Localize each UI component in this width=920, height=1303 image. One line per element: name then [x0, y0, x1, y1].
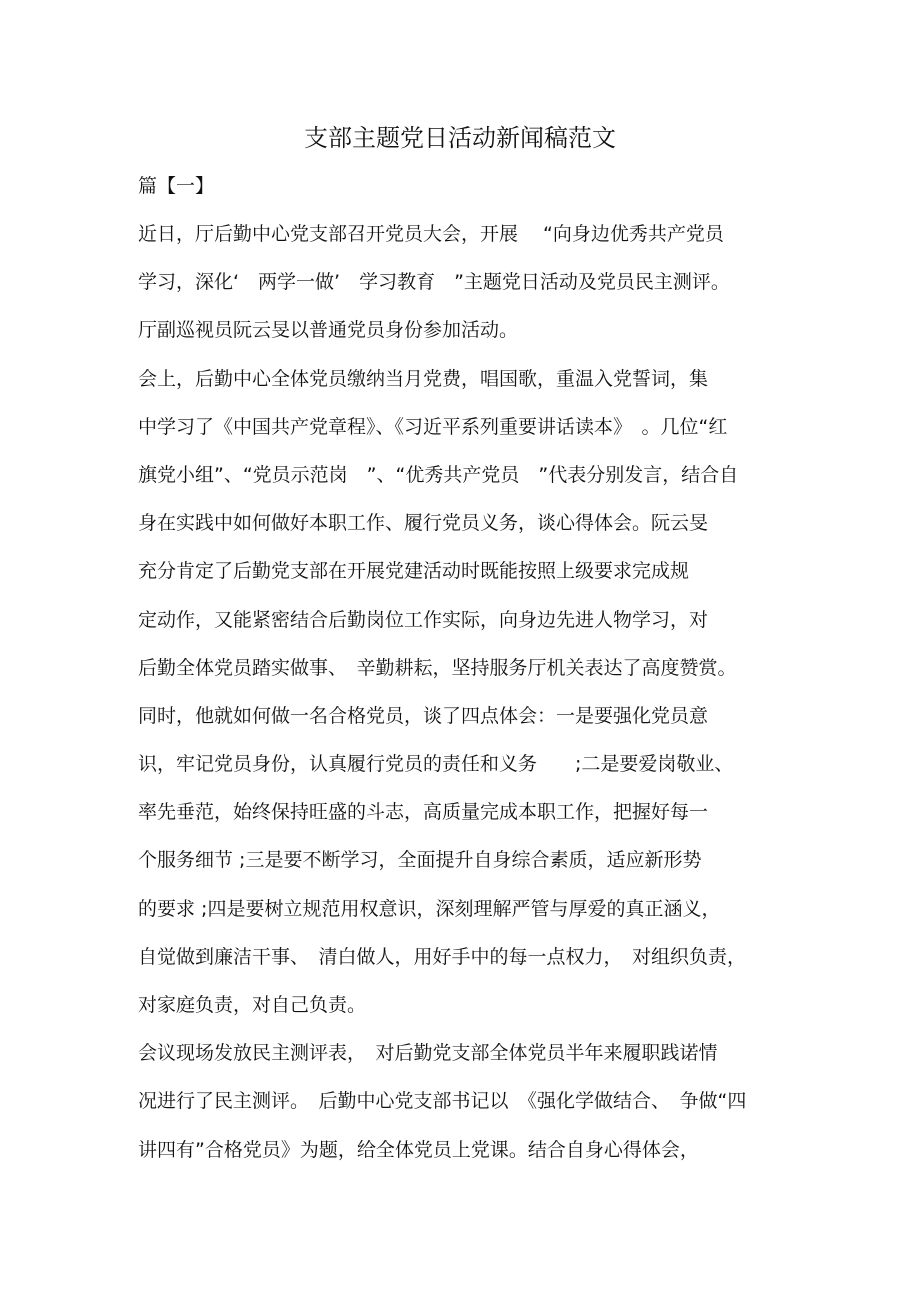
document-title: 支部主题党日活动新闻稿范文	[304, 124, 616, 152]
body-line: 会议现场发放民主测评表， 对后勤党支部全体党员半年来履职践诺情	[138, 1042, 718, 1065]
body-line: 自觉做到廉洁干事、 清白做人，用好手中的每一点权力， 对组织负责，	[138, 945, 747, 968]
body-line: 况进行了民主测评。 后勤中心党支部书记以 《强化学做结合、 争做“四	[138, 1090, 747, 1113]
body-line: 同时，他就如何做一名合格党员，谈了四点体会：一是要强化党员意	[138, 704, 709, 727]
section-label: 篇【一】	[138, 175, 215, 197]
body-line: 率先垂范，始终保持旺盛的斗志，高质量完成本职工作，把握好每一	[138, 801, 709, 824]
body-line: 充分肯定了后勤党支部在开展党建活动时既能按照上级要求完成规	[138, 560, 690, 583]
body-text	[138, 214, 798, 1178]
body-line: 个服务细节 ;三是要不断学习，全面提升自身综合素质，适应新形势	[138, 849, 702, 872]
body-line: 识，牢记党员身份，认真履行党员的责任和义务 ;二是要爱岗敬业、	[138, 753, 734, 776]
body-line: 旗党小组”、“党员示范岗 ”、“优秀共产党员 ”代表分别发言，结合自	[138, 463, 739, 486]
body-line: 讲四有”合格党员》为题，给全体党员上党课。结合自身心得体会，	[138, 1138, 699, 1161]
body-line: 近日，厅后勤中心党支部召开党员大会，开展 “向身边优秀共产党员	[138, 223, 724, 245]
body-line: 会上，后勤中心全体党员缴纳当月党费，唱国歌，重温入党誓词，集	[138, 367, 709, 390]
body-line: 厅副巡视员阮云旻以普通党员身份参加活动。	[138, 319, 519, 342]
body-line: 定动作，又能紧密结合后勤岗位工作实际，向身边先进人物学习，对	[138, 608, 709, 631]
body-line: 对家庭负责，对自己负责。	[138, 994, 367, 1016]
body-line: 的要求 ;四是要树立规范用权意识，深刻理解严管与厚爱的真正涵义，	[138, 897, 721, 920]
body-line: 学习，深化‘ 两学一做’ 学习教育 ”主题党日活动及党员民主测评。	[138, 271, 730, 294]
body-line: 中学习了《中国共产党章程》、《习近平系列重要讲话读本》 。几位“红	[138, 415, 728, 438]
body-line: 身在实践中如何做好本职工作、履行党员义务，谈心得体会。阮云旻	[138, 512, 709, 535]
body-line: 后勤全体党员踏实做事、 辛勤耕耘，坚持服务厅机关表达了高度赞赏。	[138, 656, 737, 679]
